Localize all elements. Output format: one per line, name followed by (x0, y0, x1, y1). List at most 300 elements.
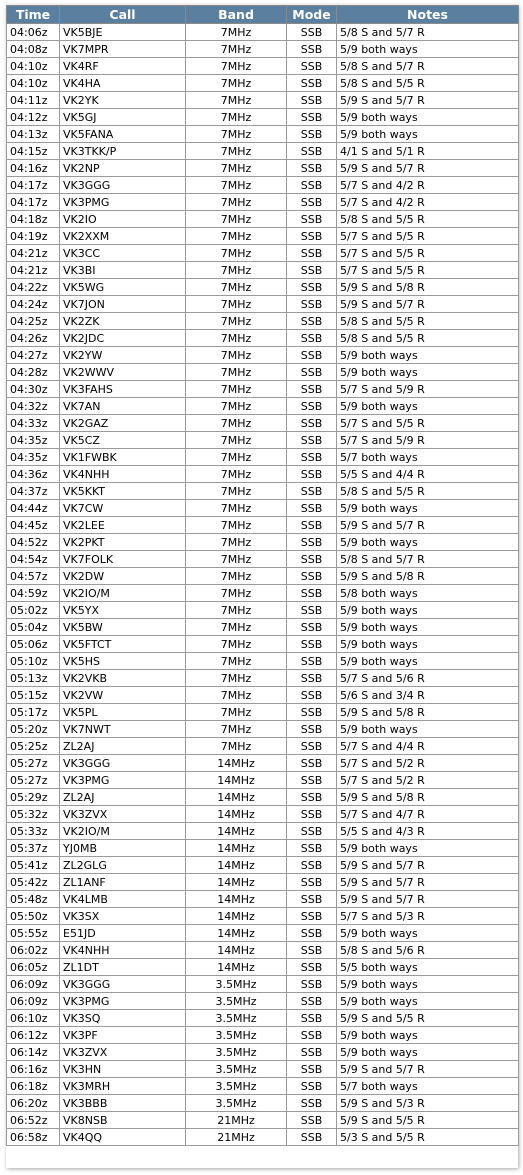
cell-time: 04:10z (7, 58, 60, 75)
cell-time: 05:48z (7, 891, 60, 908)
cell-band: 7MHz (186, 143, 287, 160)
cell-call: VK2XXM (60, 228, 186, 245)
cell-time: 04:18z (7, 211, 60, 228)
cell-notes: 5/7 S and 5/9 R (337, 381, 519, 398)
cell-call: VK2IO/M (60, 823, 186, 840)
cell-mode: SSB (287, 177, 337, 194)
cell-band: 14MHz (186, 806, 287, 823)
cell-notes: 5/9 both ways (337, 41, 519, 58)
cell-time: 04:33z (7, 415, 60, 432)
cell-time: 04:26z (7, 330, 60, 347)
table-row (7, 568, 519, 585)
cell-call: ZL1ANF (60, 874, 186, 891)
cell-time: 05:27z (7, 772, 60, 789)
cell-call: VK7AN (60, 398, 186, 415)
cell-notes: 5/9 S and 5/7 R (337, 891, 519, 908)
cell-call: VK3PF (60, 1027, 186, 1044)
cell-call: VK3GGG (60, 177, 186, 194)
cell-call: VK4NHH (60, 466, 186, 483)
cell-mode: SSB (287, 1078, 337, 1095)
cell-mode: SSB (287, 211, 337, 228)
cell-call: YJ0MB (60, 840, 186, 857)
cell-time: 05:29z (7, 789, 60, 806)
cell-notes: 5/6 S and 3/4 R (337, 687, 519, 704)
cell-call: VK5FANA (60, 126, 186, 143)
cell-notes: 5/8 S and 5/5 R (337, 75, 519, 92)
cell-mode: SSB (287, 619, 337, 636)
cell-call: VK3BBB (60, 1095, 186, 1112)
cell-time: 06:12z (7, 1027, 60, 1044)
table-row (7, 670, 519, 687)
cell-band: 14MHz (186, 857, 287, 874)
cell-mode: SSB (287, 500, 337, 517)
cell-call: VK2YW (60, 347, 186, 364)
table-row (7, 687, 519, 704)
cell-time: 04:36z (7, 466, 60, 483)
table-row (7, 704, 519, 721)
cell-notes: 5/7 S and 4/4 R (337, 738, 519, 755)
cell-notes: 5/8 S and 5/5 R (337, 330, 519, 347)
cell-call: VK8NSB (60, 1112, 186, 1129)
cell-time: 05:17z (7, 704, 60, 721)
cell-notes: 5/9 both ways (337, 347, 519, 364)
cell-call: ZL1DT (60, 959, 186, 976)
table-row (7, 432, 519, 449)
cell-call: VK2WWV (60, 364, 186, 381)
cell-time: 05:42z (7, 874, 60, 891)
cell-time: 04:13z (7, 126, 60, 143)
cell-notes: 5/5 S and 4/4 R (337, 466, 519, 483)
cell-call: VK3GGG (60, 755, 186, 772)
cell-mode: SSB (287, 721, 337, 738)
cell-band: 7MHz (186, 432, 287, 449)
cell-notes: 5/9 both ways (337, 993, 519, 1010)
cell-band: 7MHz (186, 245, 287, 262)
cell-mode: SSB (287, 75, 337, 92)
table-row (7, 58, 519, 75)
cell-mode: SSB (287, 789, 337, 806)
cell-mode: SSB (287, 313, 337, 330)
cell-notes: 5/9 both ways (337, 721, 519, 738)
table-row (7, 1095, 519, 1112)
table-row (7, 483, 519, 500)
cell-mode: SSB (287, 636, 337, 653)
cell-time: 04:28z (7, 364, 60, 381)
cell-band: 14MHz (186, 891, 287, 908)
cell-mode: SSB (287, 517, 337, 534)
cell-time: 05:33z (7, 823, 60, 840)
cell-mode: SSB (287, 194, 337, 211)
cell-band: 7MHz (186, 568, 287, 585)
cell-band: 7MHz (186, 534, 287, 551)
cell-time: 04:10z (7, 75, 60, 92)
cell-band: 7MHz (186, 670, 287, 687)
cell-notes: 5/9 S and 5/8 R (337, 568, 519, 585)
cell-band: 7MHz (186, 211, 287, 228)
table-row (7, 347, 519, 364)
cell-band: 7MHz (186, 228, 287, 245)
table-row (7, 551, 519, 568)
cell-call: VK3PMG (60, 772, 186, 789)
cell-notes: 5/9 both ways (337, 500, 519, 517)
cell-time: 04:54z (7, 551, 60, 568)
cell-band: 7MHz (186, 160, 287, 177)
cell-notes: 5/9 both ways (337, 619, 519, 636)
cell-mode: SSB (287, 296, 337, 313)
table-row (7, 1044, 519, 1061)
cell-band: 7MHz (186, 619, 287, 636)
cell-call: ZL2GLG (60, 857, 186, 874)
cell-time: 06:58z (7, 1129, 60, 1146)
cell-time: 05:37z (7, 840, 60, 857)
cell-time: 05:06z (7, 636, 60, 653)
cell-mode: SSB (287, 551, 337, 568)
cell-notes: 5/9 both ways (337, 1044, 519, 1061)
cell-mode: SSB (287, 942, 337, 959)
cell-time: 06:52z (7, 1112, 60, 1129)
cell-notes: 5/9 S and 5/7 R (337, 160, 519, 177)
cell-band: 7MHz (186, 296, 287, 313)
table-row (7, 194, 519, 211)
cell-call: VK5WG (60, 279, 186, 296)
table-row (7, 296, 519, 313)
cell-mode: SSB (287, 1129, 337, 1146)
cell-call: VK5PL (60, 704, 186, 721)
table-row (7, 449, 519, 466)
cell-notes: 5/7 S and 4/7 R (337, 806, 519, 823)
cell-call: VK2IO (60, 211, 186, 228)
cell-time: 06:16z (7, 1061, 60, 1078)
table-row (7, 398, 519, 415)
cell-band: 7MHz (186, 500, 287, 517)
cell-mode: SSB (287, 432, 337, 449)
cell-band: 14MHz (186, 925, 287, 942)
cell-notes: 5/9 S and 5/7 R (337, 857, 519, 874)
cell-call: VK3ZVX (60, 806, 186, 823)
cell-mode: SSB (287, 738, 337, 755)
cell-call: VK3GGG (60, 976, 186, 993)
table-header (7, 6, 519, 24)
cell-time: 04:45z (7, 517, 60, 534)
cell-time: 04:35z (7, 432, 60, 449)
cell-mode: SSB (287, 670, 337, 687)
cell-mode: SSB (287, 262, 337, 279)
cell-mode: SSB (287, 24, 337, 41)
cell-mode: SSB (287, 891, 337, 908)
header-notes: Notes (337, 6, 519, 24)
table-row (7, 517, 519, 534)
cell-band: 7MHz (186, 313, 287, 330)
cell-notes: 5/7 S and 4/2 R (337, 194, 519, 211)
cell-mode: SSB (287, 143, 337, 160)
table-row (7, 738, 519, 755)
cell-notes: 5/7 S and 5/6 R (337, 670, 519, 687)
table-row (7, 789, 519, 806)
cell-mode: SSB (287, 245, 337, 262)
cell-mode: SSB (287, 330, 337, 347)
cell-mode: SSB (287, 1095, 337, 1112)
cell-mode: SSB (287, 92, 337, 109)
cell-call: VK4NHH (60, 942, 186, 959)
cell-notes: 5/9 both ways (337, 636, 519, 653)
cell-mode: SSB (287, 772, 337, 789)
cell-mode: SSB (287, 925, 337, 942)
cell-time: 05:15z (7, 687, 60, 704)
cell-notes: 5/8 S and 5/6 R (337, 942, 519, 959)
cell-band: 7MHz (186, 126, 287, 143)
log-table-container (6, 5, 518, 1168)
cell-notes: 5/7 S and 5/2 R (337, 755, 519, 772)
cell-time: 04:19z (7, 228, 60, 245)
cell-call: VK3FAHS (60, 381, 186, 398)
cell-mode: SSB (287, 823, 337, 840)
cell-notes: 5/7 S and 5/2 R (337, 772, 519, 789)
table-row (7, 415, 519, 432)
cell-call: VK5CZ (60, 432, 186, 449)
cell-mode: SSB (287, 840, 337, 857)
cell-time: 04:17z (7, 177, 60, 194)
cell-band: 7MHz (186, 653, 287, 670)
cell-time: 04:24z (7, 296, 60, 313)
cell-call: VK7CW (60, 500, 186, 517)
table-row (7, 534, 519, 551)
cell-mode: SSB (287, 483, 337, 500)
table-row (7, 891, 519, 908)
cell-band: 7MHz (186, 364, 287, 381)
cell-band: 7MHz (186, 177, 287, 194)
cell-band: 7MHz (186, 58, 287, 75)
cell-call: VK2IO/M (60, 585, 186, 602)
cell-notes: 5/7 S and 5/9 R (337, 432, 519, 449)
cell-band: 3.5MHz (186, 1078, 287, 1095)
cell-notes: 5/9 both ways (337, 925, 519, 942)
table-row (7, 313, 519, 330)
cell-notes: 5/8 S and 5/7 R (337, 24, 519, 41)
table-row (7, 1027, 519, 1044)
table-row (7, 245, 519, 262)
cell-notes: 5/9 both ways (337, 109, 519, 126)
cell-band: 7MHz (186, 466, 287, 483)
table-row (7, 959, 519, 976)
cell-call: VK2LEE (60, 517, 186, 534)
table-row (7, 24, 519, 41)
table-row (7, 823, 519, 840)
cell-notes: 5/8 S and 5/5 R (337, 483, 519, 500)
cell-notes: 5/5 both ways (337, 959, 519, 976)
cell-band: 7MHz (186, 602, 287, 619)
cell-call: VK7MPR (60, 41, 186, 58)
cell-call: VK3SQ (60, 1010, 186, 1027)
cell-time: 05:02z (7, 602, 60, 619)
cell-mode: SSB (287, 653, 337, 670)
table-row (7, 755, 519, 772)
cell-mode: SSB (287, 976, 337, 993)
cell-time: 05:13z (7, 670, 60, 687)
table-row (7, 381, 519, 398)
table-row (7, 500, 519, 517)
table-row (7, 75, 519, 92)
cell-mode: SSB (287, 1027, 337, 1044)
cell-notes: 5/9 S and 5/7 R (337, 92, 519, 109)
header-time: Time (7, 6, 60, 24)
cell-notes: 5/9 both ways (337, 1027, 519, 1044)
table-row (7, 806, 519, 823)
cell-band: 7MHz (186, 330, 287, 347)
cell-time: 04:11z (7, 92, 60, 109)
cell-time: 05:20z (7, 721, 60, 738)
cell-band: 3.5MHz (186, 1027, 287, 1044)
cell-call: VK3HN (60, 1061, 186, 1078)
cell-notes: 5/9 S and 5/5 R (337, 1010, 519, 1027)
cell-band: 7MHz (186, 551, 287, 568)
cell-band: 7MHz (186, 92, 287, 109)
cell-call: VK7FOLK (60, 551, 186, 568)
cell-notes: 5/9 S and 5/7 R (337, 296, 519, 313)
cell-time: 04:57z (7, 568, 60, 585)
cell-call: VK7JON (60, 296, 186, 313)
cell-call: VK2VW (60, 687, 186, 704)
cell-band: 7MHz (186, 41, 287, 58)
cell-mode: SSB (287, 398, 337, 415)
cell-band: 7MHz (186, 449, 287, 466)
cell-time: 04:12z (7, 109, 60, 126)
cell-time: 04:44z (7, 500, 60, 517)
table-row (7, 857, 519, 874)
cell-mode: SSB (287, 585, 337, 602)
cell-mode: SSB (287, 806, 337, 823)
cell-time: 04:25z (7, 313, 60, 330)
cell-time: 04:35z (7, 449, 60, 466)
cell-call: VK3SX (60, 908, 186, 925)
cell-band: 14MHz (186, 874, 287, 891)
cell-notes: 5/9 both ways (337, 126, 519, 143)
cell-band: 7MHz (186, 738, 287, 755)
cell-time: 04:59z (7, 585, 60, 602)
cell-time: 06:05z (7, 959, 60, 976)
table-row (7, 41, 519, 58)
cell-notes: 5/8 S and 5/7 R (337, 551, 519, 568)
cell-band: 3.5MHz (186, 1044, 287, 1061)
cell-band: 3.5MHz (186, 1061, 287, 1078)
cell-call: VK2JDC (60, 330, 186, 347)
cell-time: 05:50z (7, 908, 60, 925)
cell-time: 04:32z (7, 398, 60, 415)
cell-call: VK5BJE (60, 24, 186, 41)
table-row (7, 908, 519, 925)
cell-mode: SSB (287, 534, 337, 551)
cell-notes: 5/7 S and 5/5 R (337, 262, 519, 279)
table-row (7, 772, 519, 789)
table-row (7, 976, 519, 993)
header-band: Band (186, 6, 287, 24)
table-row (7, 262, 519, 279)
cell-band: 21MHz (186, 1129, 287, 1146)
cell-call: VK3PMG (60, 993, 186, 1010)
cell-time: 04:08z (7, 41, 60, 58)
cell-call: VK2ZK (60, 313, 186, 330)
table-row (7, 279, 519, 296)
cell-band: 14MHz (186, 789, 287, 806)
cell-time: 04:37z (7, 483, 60, 500)
cell-notes: 5/9 S and 5/7 R (337, 1061, 519, 1078)
cell-call: VK5HS (60, 653, 186, 670)
table-row (7, 92, 519, 109)
cell-band: 14MHz (186, 755, 287, 772)
cell-mode: SSB (287, 1112, 337, 1129)
cell-band: 3.5MHz (186, 993, 287, 1010)
cell-band: 7MHz (186, 483, 287, 500)
cell-call: VK4QQ (60, 1129, 186, 1146)
cell-band: 14MHz (186, 959, 287, 976)
cell-call: VK5KKT (60, 483, 186, 500)
cell-band: 21MHz (186, 1112, 287, 1129)
cell-call: VK2NP (60, 160, 186, 177)
cell-notes: 5/8 S and 5/5 R (337, 313, 519, 330)
cell-notes: 5/9 both ways (337, 653, 519, 670)
cell-mode: SSB (287, 466, 337, 483)
cell-band: 7MHz (186, 415, 287, 432)
contact-log-table (6, 5, 519, 1146)
cell-call: VK7NWT (60, 721, 186, 738)
cell-mode: SSB (287, 704, 337, 721)
cell-notes: 5/7 S and 5/5 R (337, 415, 519, 432)
table-row (7, 211, 519, 228)
cell-mode: SSB (287, 755, 337, 772)
table-row (7, 925, 519, 942)
cell-call: VK4HA (60, 75, 186, 92)
table-row (7, 653, 519, 670)
table-row (7, 466, 519, 483)
cell-band: 7MHz (186, 262, 287, 279)
cell-mode: SSB (287, 58, 337, 75)
table-row (7, 585, 519, 602)
cell-call: VK2PKT (60, 534, 186, 551)
cell-time: 06:10z (7, 1010, 60, 1027)
cell-mode: SSB (287, 993, 337, 1010)
cell-band: 14MHz (186, 908, 287, 925)
cell-mode: SSB (287, 568, 337, 585)
cell-band: 14MHz (186, 823, 287, 840)
cell-time: 06:09z (7, 976, 60, 993)
cell-call: ZL2AJ (60, 738, 186, 755)
cell-time: 05:27z (7, 755, 60, 772)
cell-band: 14MHz (186, 840, 287, 857)
cell-time: 05:41z (7, 857, 60, 874)
cell-mode: SSB (287, 381, 337, 398)
cell-mode: SSB (287, 364, 337, 381)
cell-band: 7MHz (186, 109, 287, 126)
cell-band: 3.5MHz (186, 1095, 287, 1112)
cell-time: 06:09z (7, 993, 60, 1010)
cell-mode: SSB (287, 126, 337, 143)
cell-notes: 5/9 both ways (337, 602, 519, 619)
cell-call: VK3BI (60, 262, 186, 279)
table-row (7, 330, 519, 347)
table-row (7, 1078, 519, 1095)
cell-band: 3.5MHz (186, 976, 287, 993)
cell-mode: SSB (287, 959, 337, 976)
cell-notes: 5/7 S and 5/5 R (337, 228, 519, 245)
cell-time: 04:21z (7, 245, 60, 262)
cell-band: 7MHz (186, 194, 287, 211)
cell-notes: 5/7 both ways (337, 1078, 519, 1095)
cell-time: 05:32z (7, 806, 60, 823)
cell-notes: 5/9 both ways (337, 398, 519, 415)
table-row (7, 1061, 519, 1078)
cell-time: 05:55z (7, 925, 60, 942)
cell-time: 04:22z (7, 279, 60, 296)
cell-time: 04:17z (7, 194, 60, 211)
